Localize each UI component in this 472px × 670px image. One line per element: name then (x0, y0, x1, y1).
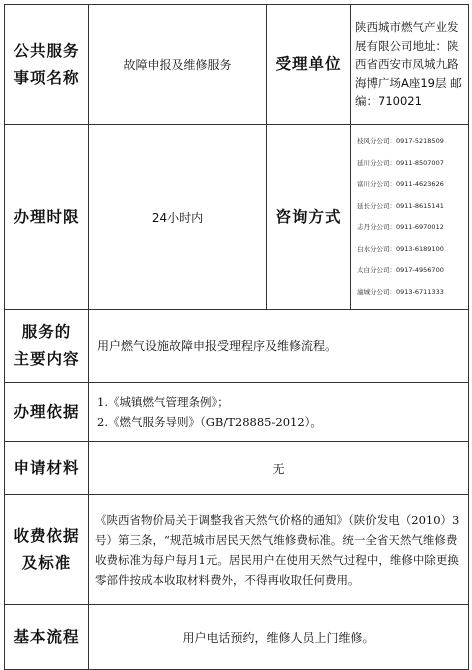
row-content (5, 310, 469, 383)
consult-phone-list (351, 125, 469, 310)
unit-value: 陕西城市燃气产业发展有限公司地址：陕西省西安市凤城九路海博广场A座19层 邮编：710021 (351, 5, 469, 125)
row-time-consult (5, 125, 469, 310)
phone-entry: 太白分公司：0917-4956700 (357, 266, 444, 274)
basis-value (89, 383, 469, 442)
fee-label-line1: 收费依据 (13, 526, 80, 545)
row-materials (5, 442, 469, 495)
process-label: 基本流程 (5, 605, 89, 670)
name-label-line1: 公共服务 (13, 41, 80, 60)
content-label (5, 310, 89, 383)
process-value: 用户电话预约，维修人员上门维修。 (89, 605, 469, 670)
name-label (5, 5, 89, 125)
consult-label: 咨询方式 (267, 125, 351, 310)
service-table (4, 4, 469, 670)
unit-label: 受理单位 (267, 5, 351, 125)
basis-item-2: 2.《燃气服务导则》（GB/T28885-2012）。 (97, 415, 322, 429)
row-process (5, 605, 469, 670)
row-service-name (5, 5, 469, 125)
phone-entry: 白水分公司：0913-6189100 (357, 244, 444, 253)
phone-entry: 延川分公司：0911-8507007 (357, 158, 444, 167)
row-fee (5, 495, 469, 605)
basis-item-1: 1.《城镇燃气管理条例》； (97, 395, 229, 409)
time-label: 办理时限 (5, 125, 89, 310)
content-label-line1: 服务的 (21, 323, 72, 341)
content-label-line2: 主要内容 (13, 350, 80, 368)
phone-entry: 延长分公司：0911-8615141 (357, 201, 444, 210)
phone-entry: 潼城分公司：0913-6711333 (357, 287, 444, 296)
phone-entry: 富川分公司：0911-4623626 (357, 180, 444, 188)
name-label-line2: 事项名称 (13, 68, 80, 87)
basis-label: 办理依据 (5, 383, 89, 442)
fee-value: 《陕西省物价局关于调整我省天然气价格的通知》（陕价发电（2010）3号）第三条，“规范城市居民天然气维修费标准。统一全省天然气维修费收费标准为每户每月1元。居民用户在使用天然气过程中，维修中除更换零部件按成本收取材料费外，不得再收取任何费用。 (89, 495, 469, 605)
content-value: 用户燃气设施故障申报受理程序及维修流程。 (89, 310, 469, 383)
fee-label-line2: 及标准 (21, 553, 72, 572)
phone-entry: 枝风分公司：0917-5218509 (357, 137, 444, 145)
fee-label (5, 495, 89, 605)
materials-value: 无 (89, 442, 469, 495)
materials-label: 申请材料 (5, 442, 89, 495)
time-value: 24小时内 (89, 125, 267, 310)
phone-entry: 志丹分公司：0911-6970012 (357, 223, 444, 231)
row-basis (5, 383, 469, 442)
service-info-sheet (4, 4, 468, 670)
name-value: 故障申报及维修服务 (89, 5, 267, 125)
